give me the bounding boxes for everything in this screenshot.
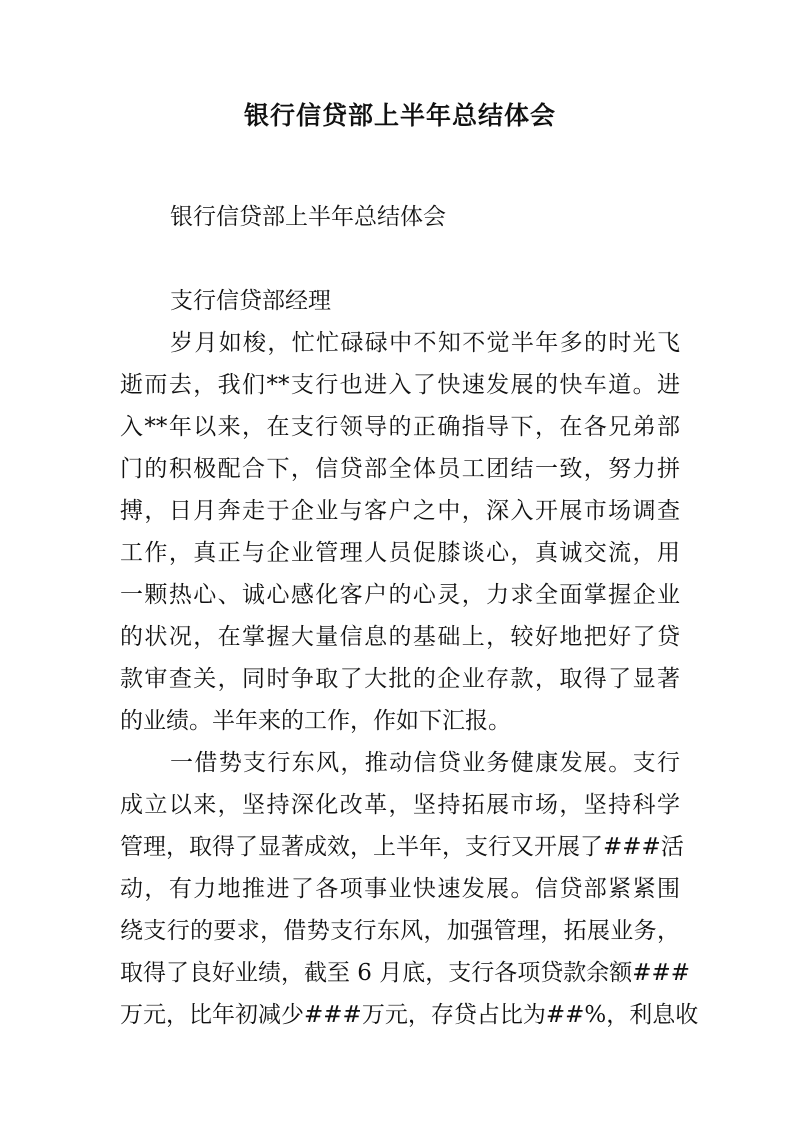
paragraph-line: 动，有力地推进了各项事业快速发展。信贷部紧紧围 [120,876,680,902]
paragraph-line: 工作，真正与企业管理人员促膝谈心，真诚交流，用 [120,540,680,566]
author-line: 支行信贷部经理 [170,288,331,314]
paragraph-line: 的状况，在掌握大量信息的基础上，较好地把好了贷 [120,624,680,650]
paragraph-line: 万元，比年初减少###万元，存贷占比为##%，利息收 [120,1002,699,1028]
paragraph-line: 成立以来，坚持深化改革，坚持拓展市场，坚持科学 [120,792,680,818]
paragraph-line: 一借势支行东风，推动信贷业务健康发展。支行 [170,750,680,776]
paragraph-line: 款审查关，同时争取了大批的企业存款，取得了显著 [120,666,680,692]
paragraph-line: 一颗热心、诚心感化客户的心灵，力求全面掌握企业 [120,582,680,608]
paragraph-line: 入**年以来，在支行领导的正确指导下，在各兄弟部 [120,414,680,440]
paragraph-line: 搏，日月奔走于企业与客户之中，深入开展市场调查 [120,498,680,524]
paragraph-line: 绕支行的要求，借势支行东风，加强管理，拓展业务， [120,918,680,944]
document-title: 银行信贷部上半年总结体会 [243,101,556,130]
document-subtitle: 银行信贷部上半年总结体会 [170,204,446,230]
paragraph-line: 的业绩。半年来的工作，作如下汇报。 [120,708,511,734]
paragraph-line: 取得了良好业绩，截至 6 月底，支行各项贷款余额### [120,960,691,986]
paragraph-line: 逝而去，我们**支行也进入了快速发展的快车道。进 [120,372,680,398]
paragraph-line: 管理，取得了显著成效，上半年，支行又开展了###活 [120,834,684,860]
paragraph-line: 岁月如梭，忙忙碌碌中不知不觉半年多的时光飞 [170,330,680,356]
paragraph-line: 门的积极配合下，信贷部全体员工团结一致，努力拼 [120,456,680,482]
